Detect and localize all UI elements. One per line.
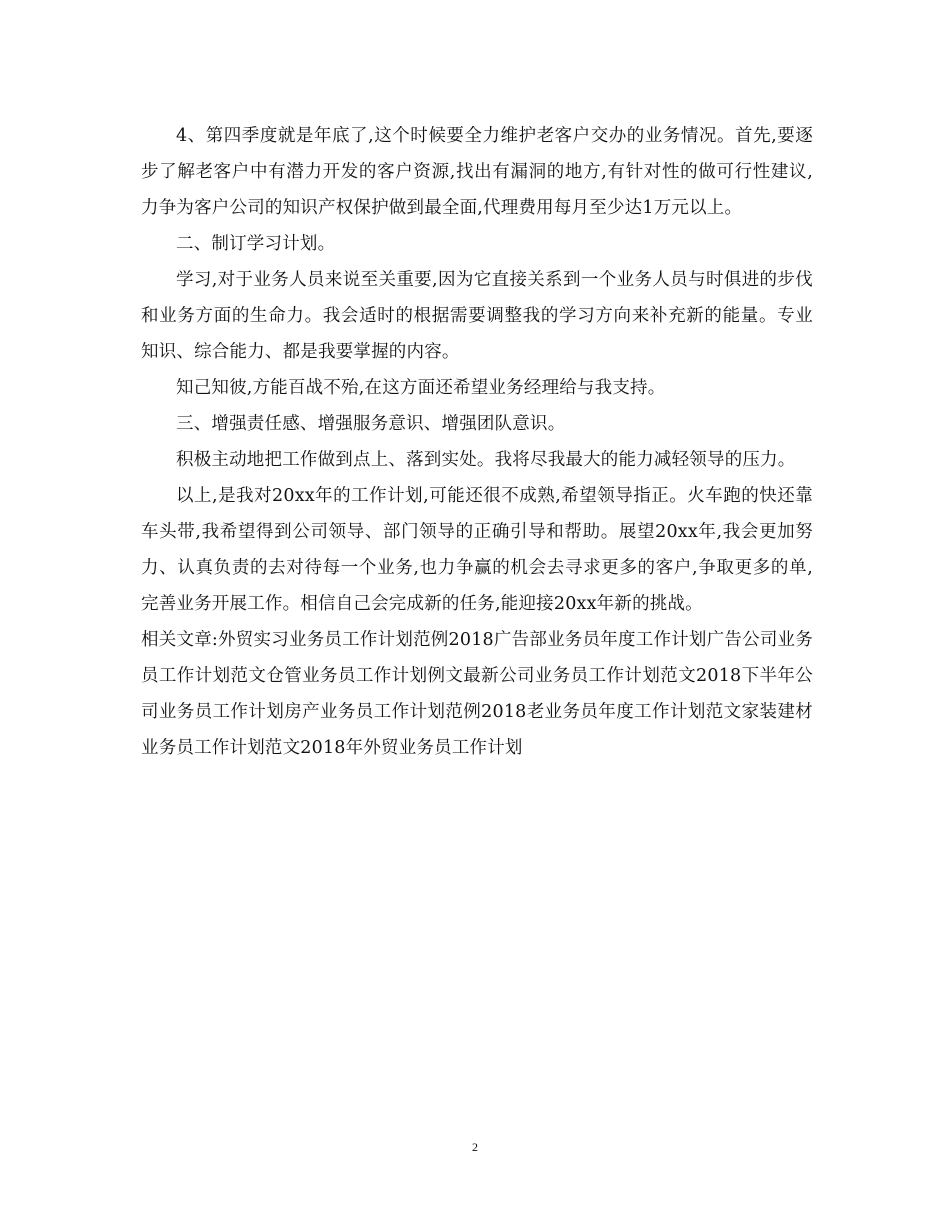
paragraph-know-yourself: 知己知彼,方能百战不殆,在这方面还希望业务经理给与我支持。 [176,378,666,398]
heading-study-plan: 二、制订学习计划。 [176,234,336,254]
document-body [141,118,813,766]
paragraph-q4-plan: 4、第四季度就是年底了,这个时候要全力维护老客户交办的业务情况。首先,要逐步了解老客户中有潜力开发的客户资源,找出有漏洞的地方,有针对性的做可行性建议,力争为客户公司的知识产权保护做到最全面,代理费用每月至少达1万元以上。 [141,126,813,218]
paragraph-proactive: 积极主动地把工作做到点上、落到实处。我将尽我最大的能力减轻领导的压力。 [176,450,796,470]
related-articles: 相关文章:外贸实习业务员工作计划范例2018广告部业务员年度工作计划广告公司业务员工作计划范文仓管业务员工作计划例文最新公司业务员工作计划范文2018下半年公司业务员工作计划房产业务员工作计划范例2018老业务员年度工作计划范文家装建材业务员工作计划范文2018年外贸业务员工作计划 [141,630,813,758]
paragraph-conclusion: 以上,是我对20xx年的工作计划,可能还很不成熟,希望领导指正。火车跑的快还靠车头带,我希望得到公司领导、部门领导的正确引导和帮助。展望20xx年,我会更加努力、认真负责的去对待每一个业务,也力争赢的机会去寻求更多的客户,争取更多的单,完善业务开展工作。相信自己会完成新的任务,能迎接20xx年新的挑战。 [141,486,813,614]
heading-responsibility: 三、增强责任感、增强服务意识、增强团队意识。 [176,414,566,434]
page-number: 2 [472,1140,478,1154]
paragraph-study: 学习,对于业务人员来说至关重要,因为它直接关系到一个业务人员与时俱进的步伐和业务方面的生命力。我会适时的根据需要调整我的学习方向来补充新的能量。专业知识、综合能力、都是我要掌握的内容。 [141,270,813,362]
